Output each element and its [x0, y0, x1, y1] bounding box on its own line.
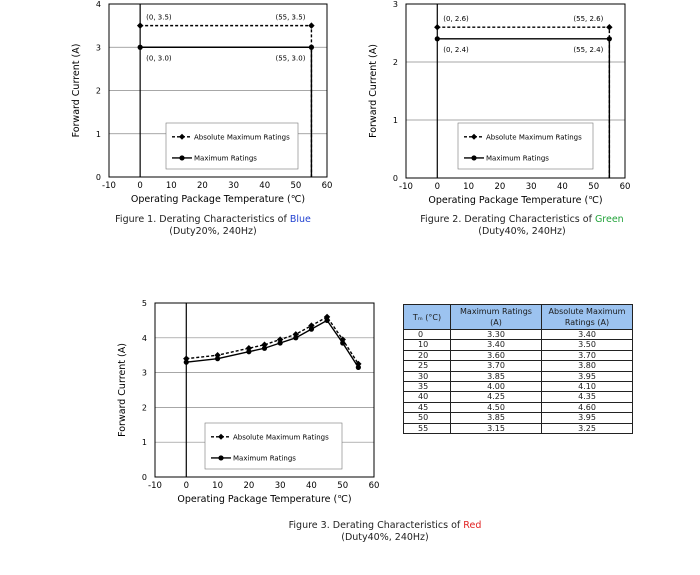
x-tick-label: -10 [148, 481, 162, 491]
table-cell-absmax: 4.35 [542, 392, 633, 402]
table-cell-max: 3.15 [451, 423, 542, 433]
x-axis-label: Operating Package Temperature (℃) [130, 194, 306, 205]
table-cell-absmax: 4.60 [542, 402, 633, 412]
x-tick-label: 30 [274, 481, 286, 491]
annotation-label: (0, 3.0) [146, 54, 172, 63]
x-tick-label: 40 [259, 181, 271, 191]
legend-label: Absolute Maximum Ratings [194, 133, 290, 142]
legend-label: Absolute Maximum Ratings [233, 433, 329, 442]
table-cell-temp: 10 [404, 340, 451, 350]
x-tick-label: 50 [588, 182, 600, 192]
table-header-temp: Tₘ (°C) [404, 305, 451, 330]
data-point-maximum [246, 349, 251, 354]
x-tick-label: -10 [102, 181, 116, 191]
table-cell-max: 3.85 [451, 371, 542, 381]
annotation-label: (55, 2.6) [573, 15, 604, 24]
chart-2-green-derating [350, 0, 700, 215]
table-cell-temp: 25 [404, 361, 451, 371]
x-tick-label: 0 [183, 481, 189, 491]
y-tick-label: 3 [141, 368, 147, 378]
x-tick-label: 10 [212, 481, 223, 491]
red-derating-table [403, 304, 633, 434]
y-tick-label: 3 [392, 0, 398, 9]
y-tick-label: 4 [141, 333, 147, 343]
legend-marker [218, 455, 223, 460]
y-axis-label: Forward Current (A) [368, 44, 379, 138]
table-cell-absmax: 3.50 [542, 340, 633, 350]
y-tick-label: 0 [141, 473, 147, 482]
table-cell-absmax: 3.95 [542, 413, 633, 423]
y-tick-label: 0 [95, 173, 101, 182]
caption-duty: (Duty20%, 240Hz) [169, 226, 257, 237]
table-row [404, 423, 633, 433]
caption-color-word: Green [594, 214, 624, 225]
table-cell-max: 4.00 [451, 382, 542, 392]
data-point-maximum [356, 365, 361, 370]
table-cell-temp: 45 [404, 402, 451, 412]
data-point-maximum [607, 36, 612, 41]
data-point-maximum [215, 356, 220, 361]
x-tick-label: 60 [619, 182, 631, 192]
y-tick-label: 1 [141, 438, 147, 448]
x-tick-label: 50 [290, 181, 302, 191]
table-header-max: Maximum Ratings (A) [451, 305, 542, 330]
x-tick-label: 30 [525, 182, 537, 192]
table-row [404, 402, 633, 412]
annotation-label: (55, 3.5) [275, 13, 306, 22]
x-tick-label: 40 [306, 481, 317, 491]
annotation-label: (55, 2.4) [573, 45, 604, 54]
caption-duty: (Duty40%, 240Hz) [478, 226, 566, 237]
x-tick-label: 40 [557, 182, 568, 192]
caption-text: Figure 1. Derating Characteristics of [115, 214, 290, 225]
annotation-label: (0, 3.5) [146, 13, 172, 22]
annotation-label: (0, 2.4) [443, 45, 469, 54]
x-tick-label: 60 [321, 181, 333, 191]
y-tick-label: 1 [95, 129, 101, 139]
data-point-maximum [435, 36, 440, 41]
table-cell-max: 4.50 [451, 402, 542, 412]
x-tick-label: 10 [463, 182, 474, 192]
y-tick-label: 5 [141, 299, 147, 308]
y-tick-label: 1 [392, 116, 398, 125]
caption-text: Figure 2. Derating Characteristics of [420, 214, 595, 225]
data-point-absolute-maximum [434, 24, 440, 30]
figure-2-caption [412, 214, 632, 238]
x-tick-label: 20 [243, 481, 255, 491]
annotation-label: (0, 2.6) [443, 15, 469, 24]
legend-marker [471, 155, 476, 160]
table-row [404, 340, 633, 350]
data-point-maximum [340, 340, 345, 345]
y-tick-label: 2 [392, 58, 398, 67]
y-tick-label: 0 [392, 174, 398, 183]
table-row [404, 361, 633, 371]
data-point-maximum [262, 346, 267, 351]
table-cell-temp: 50 [404, 413, 451, 423]
x-tick-label: -10 [399, 182, 413, 192]
data-point-maximum [293, 335, 298, 340]
x-tick-label: 0 [434, 182, 440, 192]
table-cell-max: 3.70 [451, 361, 542, 371]
caption-color-word: Blue [289, 214, 311, 225]
caption-color-word: Red [463, 520, 482, 531]
table-row [404, 350, 633, 360]
x-tick-label: 30 [228, 181, 239, 191]
annotation-label: (55, 3.0) [275, 54, 306, 63]
table-cell-absmax: 3.70 [542, 350, 633, 360]
x-tick-label: 10 [165, 181, 177, 191]
table-cell-temp: 0 [404, 330, 451, 340]
y-tick-label: 3 [95, 43, 101, 53]
table-cell-temp: 30 [404, 371, 451, 381]
table-cell-absmax: 3.80 [542, 361, 633, 371]
legend-label: Maximum Ratings [194, 154, 257, 163]
table-cell-max: 3.30 [451, 330, 542, 340]
table-row [404, 382, 633, 392]
x-tick-label: 20 [197, 181, 208, 191]
legend-label: Maximum Ratings [486, 154, 549, 163]
data-point-maximum [309, 327, 314, 332]
table-cell-max: 4.25 [451, 392, 542, 402]
x-tick-label: 50 [337, 481, 349, 491]
data-point-maximum [278, 340, 283, 345]
legend-label: Absolute Maximum Ratings [486, 133, 582, 142]
caption-duty: (Duty40%, 240Hz) [341, 532, 429, 543]
table-cell-temp: 20 [404, 350, 451, 360]
series-line-absolute-maximum [186, 317, 358, 364]
table-row [404, 413, 633, 423]
x-tick-label: 0 [137, 181, 143, 191]
table-header-absmax: Absolute Maximum Ratings (A) [542, 305, 633, 330]
plot-area [117, 299, 379, 505]
data-point-maximum [324, 318, 329, 323]
table-cell-absmax: 3.95 [542, 371, 633, 381]
table-cell-absmax: 3.25 [542, 423, 633, 433]
plot-area [368, 0, 630, 206]
table-cell-max: 3.40 [451, 340, 542, 350]
figure-1-caption [108, 214, 318, 238]
x-axis-label: Operating Package Temperature (℃) [177, 494, 352, 505]
data-point-absolute-maximum [606, 24, 612, 30]
table-cell-temp: 55 [404, 423, 451, 433]
y-axis-label: Forward Current (A) [71, 43, 82, 138]
x-tick-label: 60 [368, 481, 380, 491]
caption-text: Figure 3. Derating Characteristics of [288, 520, 464, 531]
table-cell-temp: 40 [404, 392, 451, 402]
table-cell-temp: 35 [404, 382, 451, 392]
table-cell-absmax: 3.40 [542, 330, 633, 340]
table-cell-max: 3.60 [451, 350, 542, 360]
y-tick-label: 4 [95, 0, 101, 9]
table-row [404, 392, 633, 402]
x-axis-label: Operating Package Temperature (℃) [428, 195, 603, 206]
x-tick-label: 20 [494, 182, 506, 192]
table-cell-max: 3.85 [451, 413, 542, 423]
table-header-row [404, 305, 633, 330]
series-line-maximum [186, 320, 358, 367]
table-cell-absmax: 4.10 [542, 382, 633, 392]
table-row [404, 330, 633, 340]
data-point-maximum [184, 360, 189, 365]
y-tick-label: 2 [141, 403, 147, 413]
legend-label: Maximum Ratings [233, 454, 296, 463]
figure-3-caption [280, 520, 490, 544]
y-tick-label: 2 [95, 86, 101, 96]
table-row [404, 371, 633, 381]
y-axis-label: Forward Current (A) [117, 343, 128, 437]
